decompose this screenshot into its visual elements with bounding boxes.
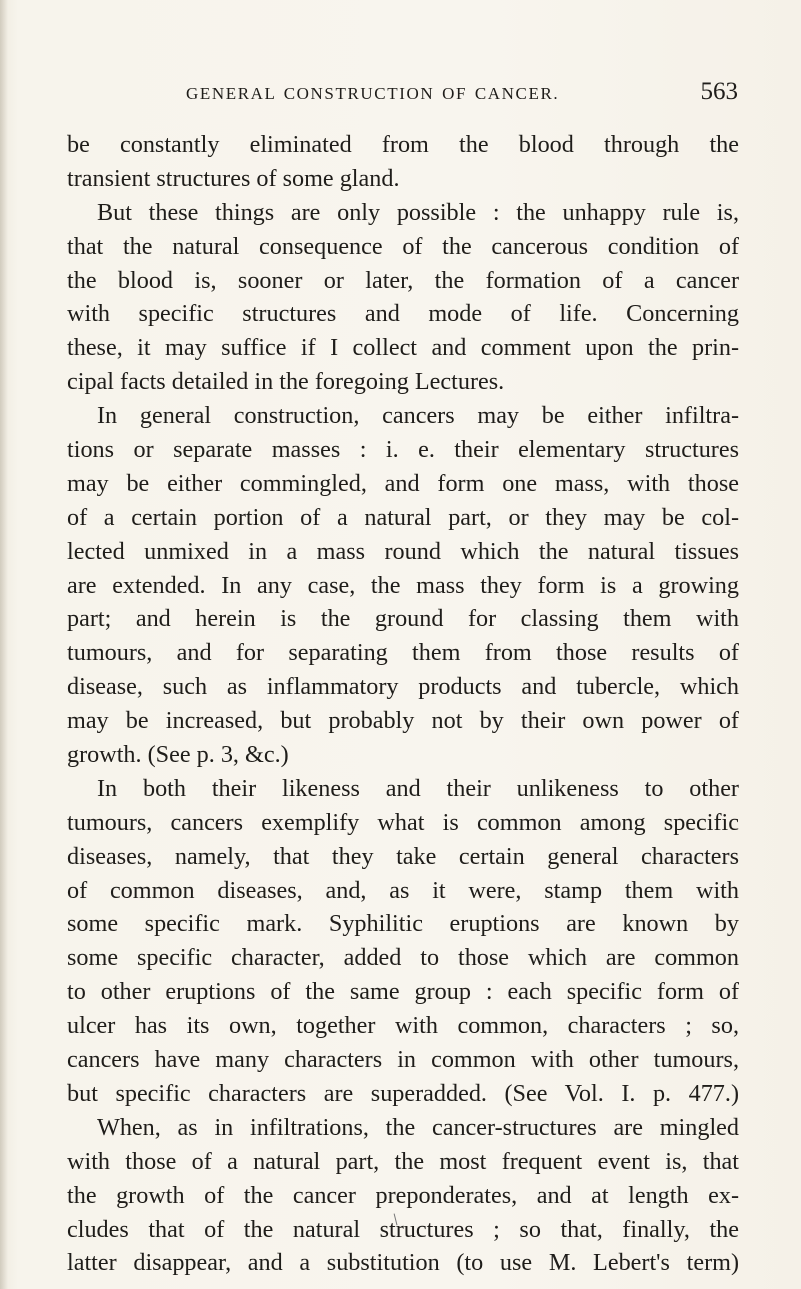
text-line: cipal facts detailed in the foregoing Lectures. (67, 368, 505, 396)
running-head (68, 78, 738, 108)
text-line: may be increased, but probably not by their own power of (67, 707, 739, 735)
text-line: may be either commingled, and form one mass, with those (67, 469, 739, 497)
text-line: part; and herein is the ground for classing them with (67, 605, 739, 633)
text-line: tumours, and for separating them from those results of (67, 639, 739, 667)
text-line: tions or separate masses : i. e. their elementary structures (67, 436, 739, 464)
text-line: But these things are only possible : the unhappy rule is, (97, 198, 739, 226)
running-title: GENERAL CONSTRUCTION OF CANCER. (186, 84, 560, 103)
text-line: cancers have many characters in common with other tumours, (67, 1046, 739, 1074)
text-line: be constantly eliminated from the blood through the (67, 131, 739, 158)
text-line: lected unmixed in a mass round which the natural tissues (67, 537, 739, 565)
text-line: some specific mark. Syphilitic eruptions are known by (67, 910, 739, 938)
text-line: ulcer has its own, together with common, characters ; so, (67, 1012, 739, 1040)
text-line: of a certain portion of a natural part, or they may be col- (67, 503, 739, 531)
text-line: the growth of the cancer preponderates, and at length ex- (67, 1181, 739, 1209)
text-line: tumours, cancers exemplify what is common among specific (67, 808, 739, 836)
text-line: growth. (See p. 3, &c.) (67, 741, 289, 769)
body-text (67, 128, 739, 1280)
text-line: are extended. In any case, the mass they form is a growing (67, 571, 739, 599)
text-line: disease, such as inflammatory products and tubercle, which (67, 673, 739, 701)
text-line: latter disappear, and a substitution (to use M. Lebert's term) (67, 1249, 739, 1277)
text-line: of common diseases, and, as it were, stamp them with (67, 876, 739, 904)
text-line: When, as in infiltrations, the cancer-structures are mingled (97, 1113, 739, 1141)
text-line: that the natural consequence of the cancerous condition of (67, 232, 739, 260)
binding-shadow (0, 0, 8, 1289)
text-line: these, it may suffice if I collect and comment upon the prin- (67, 334, 739, 362)
text-line: some specific character, added to those which are common (67, 944, 739, 972)
text-line: but specific characters are superadded. (See Vol. I. p. 477.) (67, 1079, 739, 1107)
text-line: the blood is, sooner or later, the formation of a cancer (67, 266, 739, 294)
text-line: In general construction, cancers may be either infiltra- (97, 402, 739, 430)
text-line: to other eruptions of the same group : each specific form of (67, 978, 739, 1006)
text-line: diseases, namely, that they take certain general characters (67, 842, 739, 870)
text-line: cludes that of the natural structures ; so that, finally, the (67, 1215, 739, 1243)
text-line: with those of a natural part, the most frequent event is, that (67, 1147, 739, 1175)
text-line: transient structures of some gland. (67, 164, 400, 192)
text-line: In both their likeness and their unlikeness to other (97, 774, 739, 802)
page-number: 563 (700, 78, 738, 105)
text-line: with specific structures and mode of life. Concerning (67, 300, 739, 328)
